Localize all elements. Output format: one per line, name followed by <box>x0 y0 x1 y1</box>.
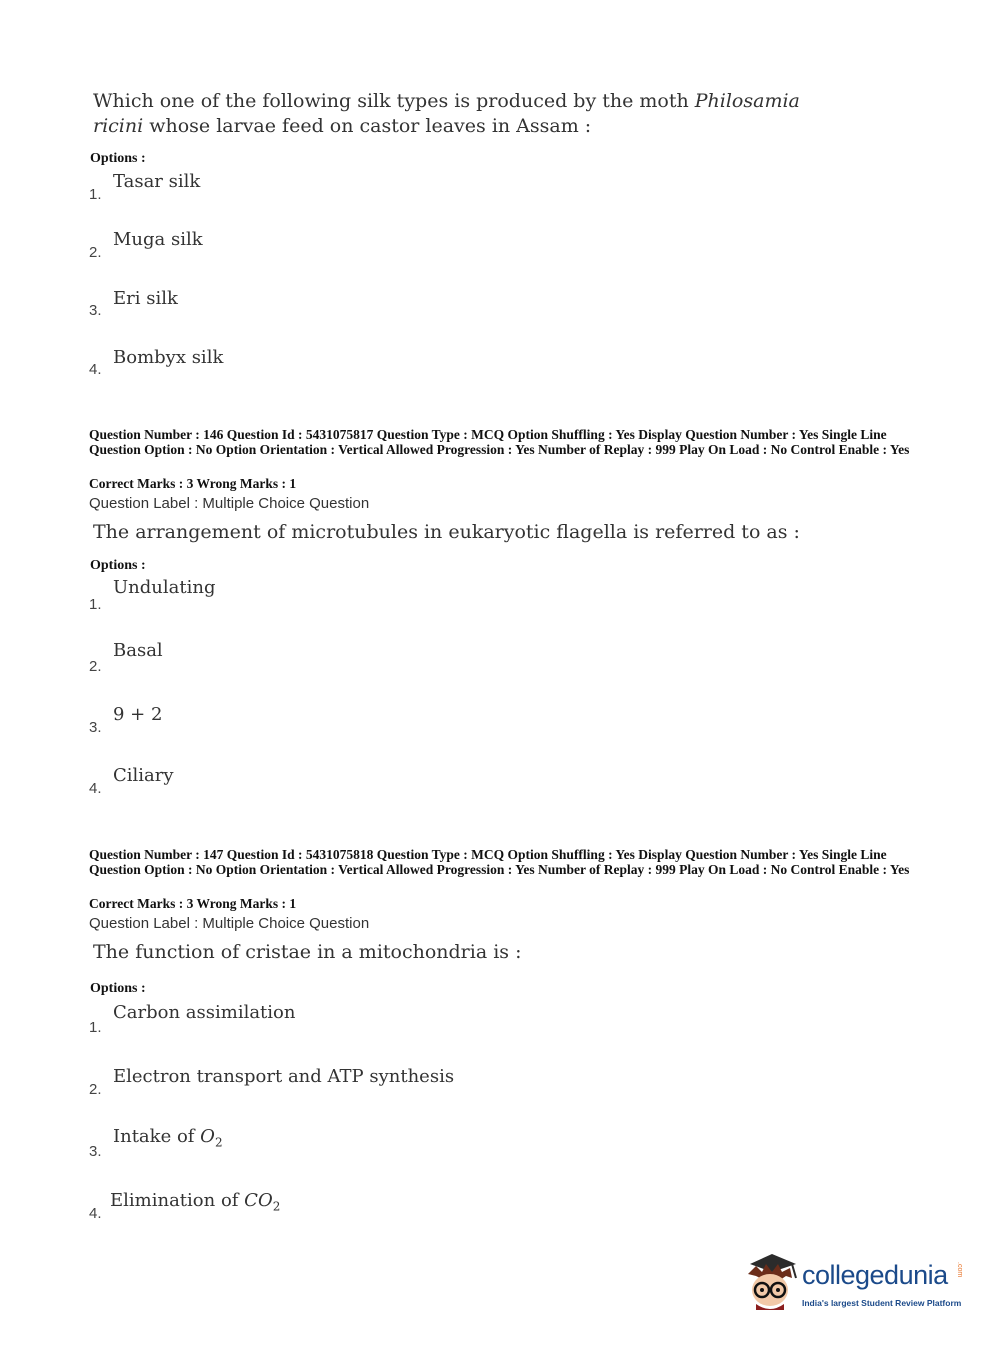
option-text: Eri silk <box>113 288 178 309</box>
species-name: Philosamia ricini <box>93 90 800 137</box>
logo-tagline: India's largest Student Review Platform <box>802 1298 962 1308</box>
option-number: 1. <box>89 186 102 203</box>
option-number: 1. <box>89 1019 102 1036</box>
question-147-marks: Correct Marks : 3 Wrong Marks : 1 <box>89 896 297 911</box>
logo-com: .com <box>956 1262 963 1278</box>
option-number: 4. <box>89 1205 102 1222</box>
option-number: 3. <box>89 719 102 736</box>
question-145-text-part1: Which one of the following silk types is produced by the moth <box>93 90 695 112</box>
question-147-meta: Question Number : 147 Question Id : 5431075818 Question Type : MCQ Option Shuffling : Yes Display Question Number : Yes Single Line Question Option : No Option Orientation : Vertical Allowed Progression : Yes Number of Replay : 999 Play On Load : No Control Enable : Yes <box>89 847 910 877</box>
question-146-label: Question Label : Multiple Choice Question <box>89 495 370 512</box>
options-label: Options : <box>90 151 146 166</box>
option-number: 2. <box>89 1081 102 1098</box>
formula-base: CO <box>244 1190 273 1211</box>
option-text: Electron transport and ATP synthesis <box>113 1066 455 1087</box>
options-label: Options : <box>90 558 146 573</box>
collegedunia-logo[interactable] <box>742 1250 972 1320</box>
option-text: Carbon assimilation <box>113 1002 296 1023</box>
question-145-text <box>93 89 853 139</box>
option-number: 4. <box>89 361 102 378</box>
question-146-marks: Correct Marks : 3 Wrong Marks : 1 <box>89 476 297 491</box>
option-text: Muga silk <box>113 229 203 250</box>
option-text: Ciliary <box>113 765 174 786</box>
option-text: Bombyx silk <box>113 347 224 368</box>
formula-subscript: 2 <box>272 1199 281 1214</box>
options-label: Options : <box>90 981 146 996</box>
option-number: 4. <box>89 780 102 797</box>
question-147-text: The function of cristae in a mitochondria is : <box>93 941 522 963</box>
question-147-label: Question Label : Multiple Choice Question <box>89 915 370 932</box>
option-text: 9 + 2 <box>113 704 163 725</box>
option-number: 2. <box>89 244 102 261</box>
option-number: 2. <box>89 658 102 675</box>
question-146-text: The arrangement of microtubules in eukaryotic flagella is referred to as : <box>93 521 800 543</box>
option-text <box>113 1126 223 1150</box>
question-146-meta: Question Number : 146 Question Id : 5431075817 Question Type : MCQ Option Shuffling : Yes Display Question Number : Yes Single Line Question Option : No Option Orientation : Vertical Allowed Progression : Yes Number of Replay : 999 Play On Load : No Control Enable : Yes <box>89 427 910 457</box>
option-text-prefix: Intake of <box>113 1126 201 1147</box>
option-text: Tasar silk <box>113 171 201 192</box>
option-number: 3. <box>89 1143 102 1160</box>
formula-base: O <box>200 1126 215 1147</box>
option-text: Basal <box>113 640 163 661</box>
student-mascot-icon <box>742 1250 802 1312</box>
option-number: 1. <box>89 596 102 613</box>
option-text <box>110 1190 280 1214</box>
logo-name: collegedunia <box>802 1260 948 1290</box>
option-text-prefix: Elimination of <box>110 1190 245 1211</box>
formula-subscript: 2 <box>214 1135 223 1150</box>
option-text: Undulating <box>113 577 216 598</box>
question-145-text-part2: whose larvae feed on castor leaves in Assam : <box>143 115 592 137</box>
option-number: 3. <box>89 302 102 319</box>
